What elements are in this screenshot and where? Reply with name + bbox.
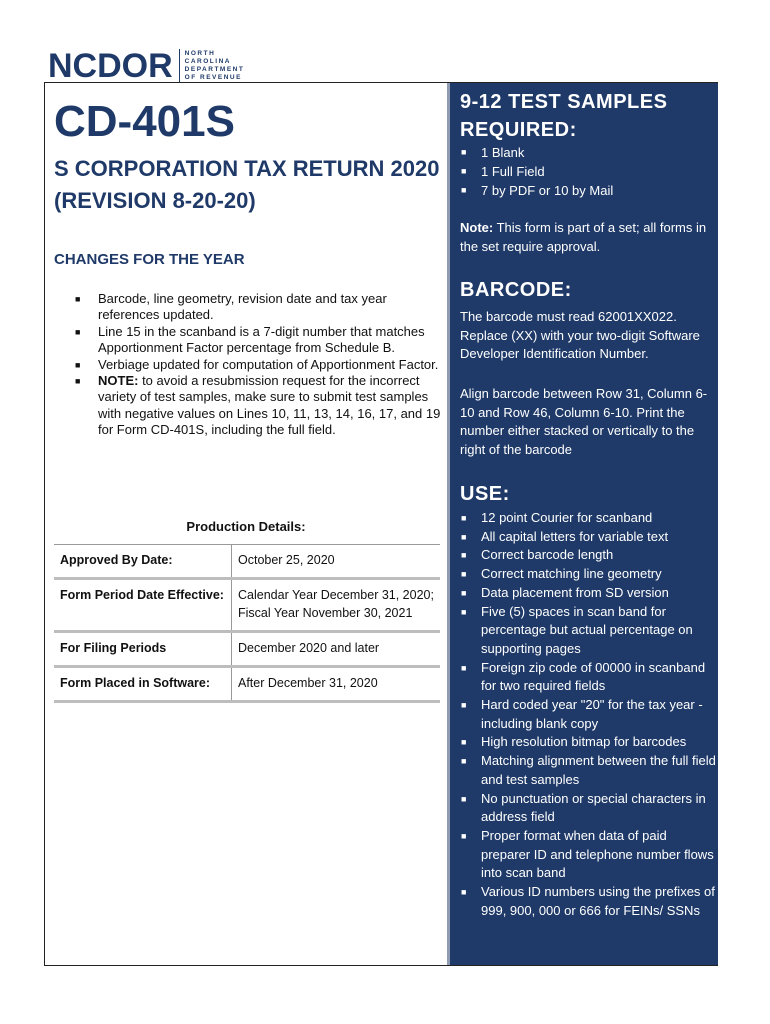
item-text: Verbiage updated for computation of Apportionment Factor. [98,356,439,372]
square-bullet-icon: ■ [75,376,81,387]
list-item [460,696,716,733]
left-column [45,83,447,965]
item-text: Various ID numbers using the prefixes of 999, 900, 000 or 666 for FEINs/ SSNs [481,884,715,918]
row-value: October 25, 2020 [238,553,335,567]
square-bullet-icon: ■ [461,737,467,748]
square-bullet-icon: ■ [461,185,467,195]
item-text: 12 point Courier for scanband [481,510,653,525]
item-text: Proper format when data of paid preparer ID and telephone number flows into scan band [481,827,714,881]
item-text: 1 Blank [481,145,525,160]
square-bullet-icon: ■ [461,830,467,841]
row-key: For Filing Periods [54,632,232,667]
row-key: Approved By Date: [54,545,232,579]
square-bullet-icon: ■ [461,606,467,617]
production-table [54,544,440,703]
list-item [54,291,444,324]
item-text: 1 Full Field [481,164,545,179]
square-bullet-icon: ■ [461,887,467,898]
table-row [54,632,440,667]
item-text: High resolution bitmap for barcodes [481,734,687,750]
list-item [460,565,716,584]
row-value: Calendar Year December 31, 2020; Fiscal Year November 30, 2021 [238,588,434,620]
requirements-panel [447,83,718,965]
barcode-heading: BARCODE: [460,279,572,301]
logo-sub-line: OF REVENUE [184,74,242,81]
form-id: CD-401S [54,97,235,146]
square-bullet-icon: ■ [461,550,467,561]
item-text: Correct barcode length [481,547,614,563]
samples-list [460,143,714,200]
row-value: After December 31, 2020 [238,676,378,690]
logo-sub-line: DEPARTMENT [184,66,245,73]
samples-heading: 9-12 TEST SAMPLES REQUIRED: [460,91,668,141]
square-bullet-icon: ■ [461,531,467,542]
item-text: Correct matching line geometry [481,566,662,582]
list-item [460,883,716,920]
list-item [460,528,716,547]
item-text: Hard coded year "20" for the tax year - including blank copy [481,697,703,731]
list-item [460,659,716,696]
item-text: Matching alignment between the full field and test samples [481,753,716,787]
barcode-text: The barcode must read 62001XX022. Replace (XX) with your two-digit Software Developer Identification Number. [460,309,700,361]
list-item [460,827,716,883]
list-item [460,509,716,528]
list-item [460,546,716,565]
square-bullet-icon: ■ [75,326,81,337]
list-item [54,324,444,357]
list-item [54,357,444,373]
list-item [460,181,714,200]
item-bold: NOTE: [98,373,139,389]
item-text: All capital letters for variable text [481,528,669,544]
changes-list [54,291,444,439]
item-text: 7 by PDF or 10 by Mail [481,183,614,198]
list-item [460,603,716,659]
square-bullet-icon: ■ [75,294,81,304]
note-label: Note: [460,220,494,235]
item-text: No punctuation or special characters in address field [481,790,706,825]
form-sheet [44,82,718,966]
row-key: Form Placed in Software: [54,667,232,702]
item-text: Line 15 in the scanband is a 7-digit number that matches Apportionment Factor percentage from Schedule B. [98,323,425,356]
square-bullet-icon: ■ [461,587,467,598]
logo-divider [179,49,180,83]
table-row [54,545,440,579]
table-row [54,667,440,702]
list-item [460,162,714,181]
table-row [54,579,440,632]
square-bullet-icon: ■ [75,359,81,370]
square-bullet-icon: ■ [461,793,467,804]
list-item [460,790,716,827]
square-bullet-icon: ■ [461,756,467,767]
item-text: Barcode, line geometry, revision date and tax year references updated. [98,291,387,323]
item-text: Five (5) spaces in scan band for percentage but actual percentage on supporting pages [481,603,693,656]
logo-wordmark: NCDOR [48,47,173,85]
list-item [460,143,714,162]
square-bullet-icon: ■ [461,166,467,176]
use-list [460,509,716,920]
ncdor-logo [48,46,244,86]
logo-subtitle [185,50,245,82]
list-item [460,584,716,603]
square-bullet-icon: ■ [461,700,467,711]
form-title: S CORPORATION TAX RETURN 2020 (REVISION 8-20-20) [54,156,440,213]
logo-sub-line: NORTH [184,50,216,57]
samples-note [460,219,714,256]
changes-heading: CHANGES FOR THE YEAR [54,251,245,268]
item-text: Foreign zip code of 00000 in scanband for two required fields [481,659,706,694]
square-bullet-icon: ■ [461,662,467,673]
square-bullet-icon: ■ [461,569,467,580]
logo-sub-line: CAROLINA [184,58,231,65]
list-item [460,733,716,752]
use-heading: USE: [460,483,510,505]
item-text: Data placement from SD version [481,584,669,600]
note-text: This form is part of a set; all forms in the set require approval. [460,220,707,254]
row-key: Form Period Date Effective: [54,579,232,632]
square-bullet-icon: ■ [461,513,467,523]
barcode-alignment-text: Align barcode between Row 31, Column 6-10 and Row 46, Column 6-10. Print the number either stacked or vertically to the right of the barcode [460,386,708,457]
list-item [460,752,716,789]
list-item [54,373,444,439]
square-bullet-icon: ■ [461,147,467,157]
production-heading: Production Details: [186,519,306,534]
row-value: December 2020 and later [238,641,380,655]
item-text: to avoid a resubmission request for the incorrect variety of test samples, make sure to submit test samples with negative values on Lines 10, 11, 13, 14, 16, 17, and 19 for Form CD-401S, including the full field. [98,373,441,438]
